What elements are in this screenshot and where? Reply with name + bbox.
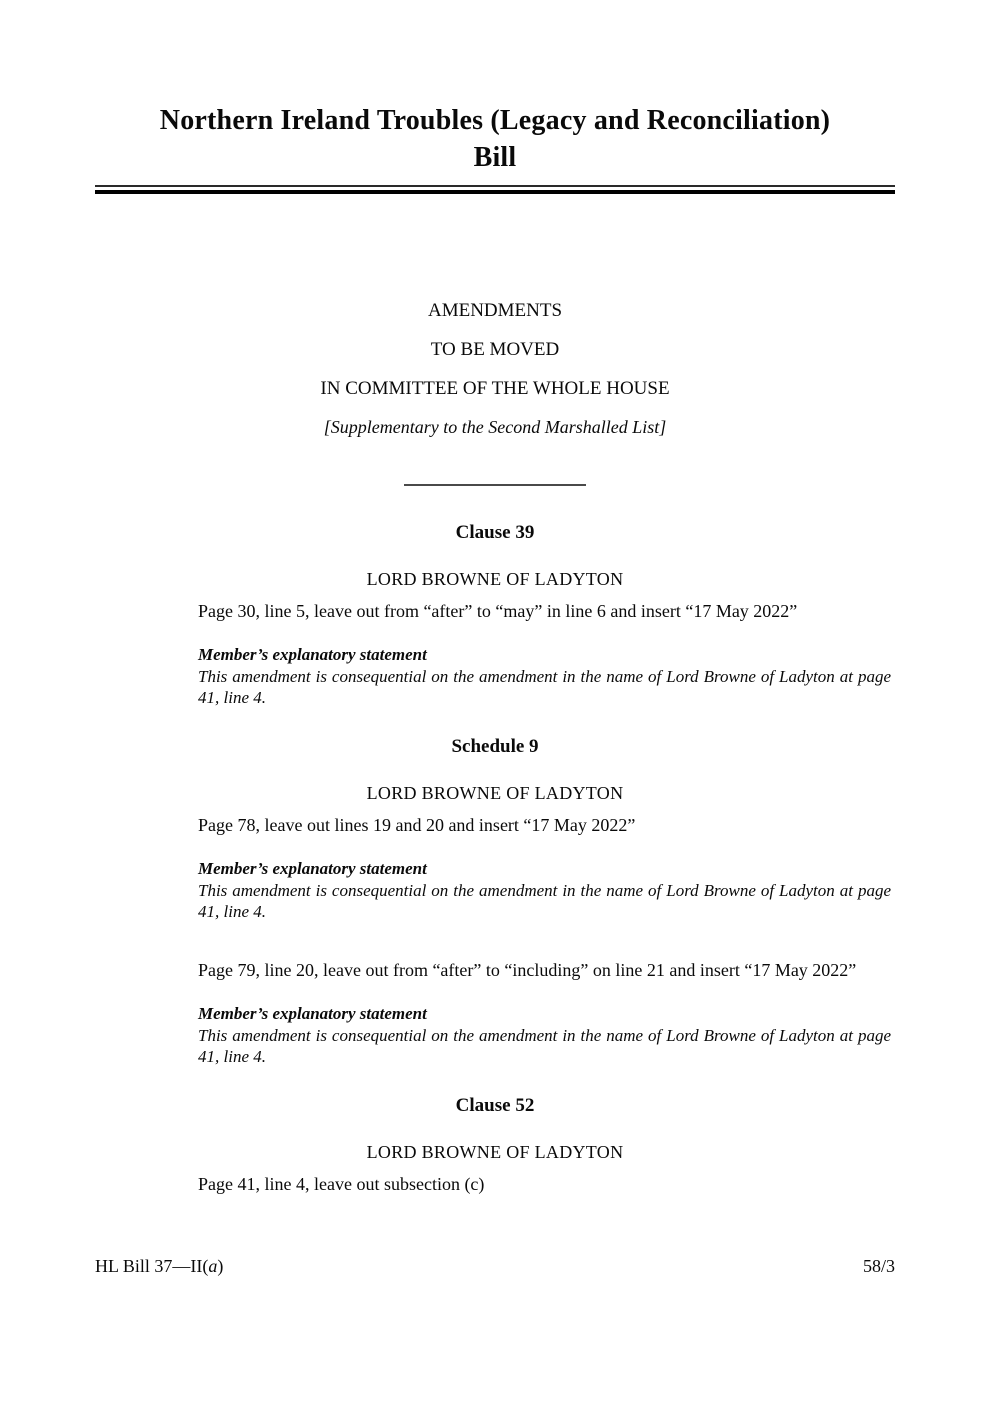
section-heading: Clause 52 [455, 1095, 535, 1116]
sponsor-name: LORD BROWNE OF LADYTON [366, 783, 624, 803]
page-footer [95, 1256, 895, 1277]
page-content [95, 0, 895, 1196]
section-divider-rule [404, 484, 586, 486]
amendment-text: Page 79, line 20, leave out from “after” to “including” on line 21 and insert “17 May 2022” [198, 960, 857, 980]
bill-title [95, 0, 895, 176]
explanatory-statement-label: Member’s explanatory statement [198, 1004, 427, 1023]
sponsor-name: LORD BROWNE OF LADYTON [366, 1142, 624, 1162]
footer-bill-reference-suffix: ) [217, 1256, 224, 1276]
section-heading: Schedule 9 [451, 736, 539, 757]
title-double-rule [95, 185, 895, 194]
sponsor-name: LORD BROWNE OF LADYTON [366, 569, 624, 589]
bill-title-line-1: Northern Ireland Troubles (Legacy and Reconciliation) [159, 105, 831, 136]
explanatory-statement-label: Member’s explanatory statement [198, 645, 427, 664]
explanatory-statement-label: Member’s explanatory statement [198, 859, 427, 878]
explanatory-statement-text: This amendment is consequential on the amendment in the name of Lord Browne of Ladyton at page 41, line 4. [198, 881, 891, 921]
section-heading: Clause 39 [455, 522, 535, 543]
bill-title-line-2: Bill [473, 142, 517, 173]
footer-bill-reference-letter: a [208, 1256, 218, 1276]
footer-bill-reference-prefix: HL Bill 37—II( [95, 1256, 209, 1276]
amendments-header-line-3: IN COMMITTEE OF THE WHOLE HOUSE [320, 378, 670, 399]
explanatory-statement-text: This amendment is consequential on the amendment in the name of Lord Browne of Ladyton at page 41, line 4. [198, 1026, 891, 1066]
amendment-text: Page 41, line 4, leave out subsection (c) [198, 1174, 485, 1194]
amendments-header-line-1: AMENDMENTS [427, 300, 563, 321]
amendment-text: Page 78, leave out lines 19 and 20 and insert “17 May 2022” [198, 815, 636, 835]
explanatory-statement-text: This amendment is consequential on the amendment in the name of Lord Browne of Ladyton at page 41, line 4. [198, 667, 891, 707]
amendments-header-line-2: TO BE MOVED [430, 339, 560, 360]
amendments-header [95, 300, 895, 438]
section-clause-52 [95, 1095, 895, 1196]
marshalled-list-note: [Supplementary to the Second Marshalled List] [323, 417, 667, 437]
section-schedule-9 [95, 736, 895, 1067]
amendment-text: Page 30, line 5, leave out from “after” to “may” in line 6 and insert “17 May 2022” [198, 601, 798, 621]
section-clause-39 [95, 522, 895, 708]
footer-sheet-number: 58/3 [862, 1256, 895, 1276]
footer-bill-reference [95, 1256, 223, 1277]
